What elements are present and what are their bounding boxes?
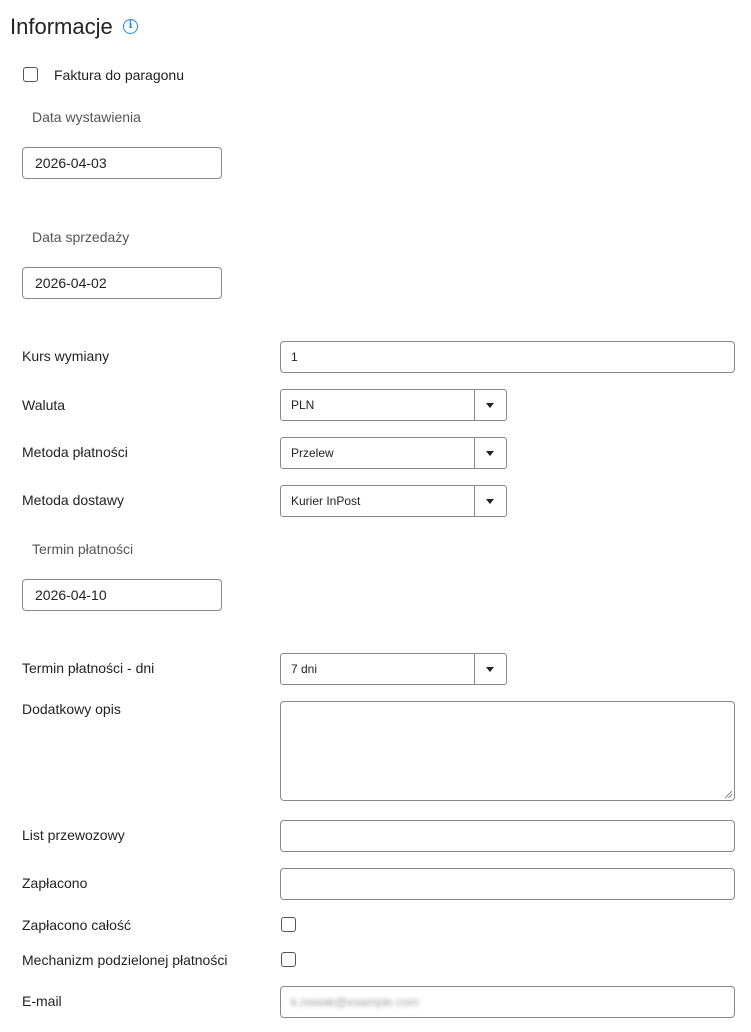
- sale-date-label: Data sprzedaży: [32, 229, 130, 245]
- email-input[interactable]: [280, 986, 735, 1018]
- currency-label: Waluta: [22, 397, 66, 413]
- description-textarea[interactable]: [280, 701, 735, 801]
- waybill-input[interactable]: [280, 820, 735, 852]
- paid-input[interactable]: [280, 868, 735, 900]
- delivery-method-dropdown-button[interactable]: [474, 486, 506, 516]
- issue-date-label: Data wystawienia: [32, 109, 141, 125]
- payment-method-value: Przelew: [291, 446, 334, 460]
- exchange-rate-label: Kurs wymiany: [22, 348, 110, 364]
- resize-grip-icon[interactable]: [725, 791, 732, 798]
- delivery-method-label: Metoda dostawy: [22, 492, 124, 508]
- page-title: Informacje: [10, 14, 113, 39]
- split-payment-checkbox[interactable]: [281, 952, 296, 967]
- receipt-invoice-label: Faktura do paragonu: [54, 67, 184, 83]
- info-icon[interactable]: i: [123, 19, 138, 34]
- caret-down-icon: [486, 451, 494, 456]
- waybill-label: List przewozowy: [22, 827, 125, 843]
- payment-due-label: Termin płatności: [32, 541, 134, 557]
- payment-days-select[interactable]: [280, 653, 507, 685]
- sale-date-input[interactable]: 2026-04-02: [22, 267, 222, 299]
- delivery-method-value: Kurier InPost: [291, 494, 361, 508]
- caret-down-icon: [486, 499, 494, 504]
- email-label: E-mail: [22, 993, 62, 1009]
- payment-due-input[interactable]: 2026-04-10: [22, 579, 222, 611]
- issue-date-input[interactable]: 2026-04-03: [22, 147, 222, 179]
- paid-full-label: Zapłacono całość: [22, 917, 131, 933]
- caret-down-icon: [486, 403, 494, 408]
- currency-value: PLN: [291, 398, 315, 412]
- split-payment-label: Mechanizm podzielonej płatności: [22, 952, 228, 968]
- paid-full-checkbox[interactable]: [281, 917, 296, 932]
- exchange-rate-input[interactable]: 1: [280, 341, 735, 373]
- payment-method-label: Metoda płatności: [22, 444, 128, 460]
- payment-days-dropdown-button[interactable]: [474, 654, 506, 684]
- paid-label: Zapłacono: [22, 875, 88, 891]
- caret-down-icon: [486, 667, 494, 672]
- payment-days-value: 7 dni: [291, 662, 318, 676]
- receipt-invoice-checkbox[interactable]: [23, 67, 38, 82]
- delivery-method-select[interactable]: [280, 485, 507, 517]
- currency-dropdown-button[interactable]: [474, 390, 506, 420]
- payment-days-label: Termin płatności - dni: [22, 660, 155, 676]
- payment-method-dropdown-button[interactable]: [474, 438, 506, 468]
- currency-select[interactable]: [280, 389, 507, 421]
- payment-method-select[interactable]: [280, 437, 507, 469]
- email-value: k.nowak@example.com: [291, 995, 419, 1009]
- description-label: Dodatkowy opis: [22, 701, 121, 717]
